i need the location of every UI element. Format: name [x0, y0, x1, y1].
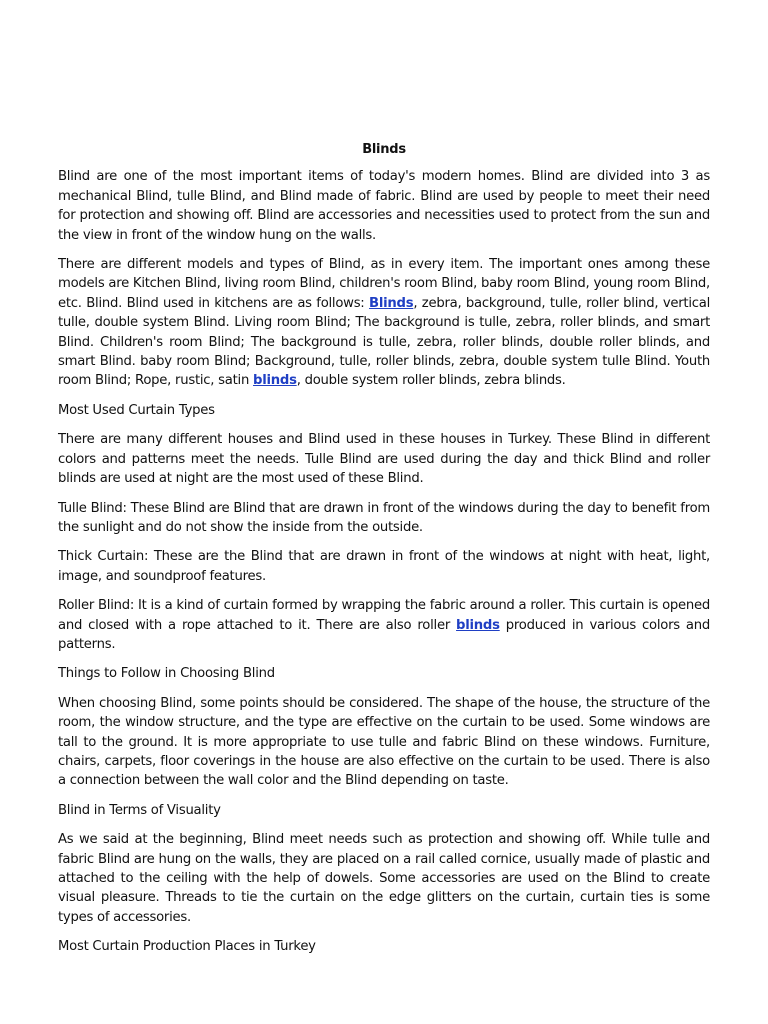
blinds-link-2[interactable]: blinds — [253, 373, 297, 389]
paragraph-roller-blind — [58, 596, 710, 654]
blinds-link-1[interactable]: Blinds — [369, 295, 414, 311]
heading-visuality: Blind in Terms of Visuality — [58, 802, 221, 818]
paragraph-tulle-blind: Tulle Blind: These Blind are Blind that are drawn in front of the windows during the day to benefit from the sunlight and do not show the inside from the outside. — [58, 500, 710, 535]
heading-most-used-types: Most Used Curtain Types — [58, 402, 215, 418]
paragraph-choosing: When choosing Blind, some points should be considered. The shape of the house, the structure of the room, the window structure, and the type are effective on the curtain to be used. Some windows are tall to the ground. It is more appropriate to use tulle and fabric Blind on these windows. Furniture, chairs, carpets, floor coverings in the house are also effective on the curtain to be used. There is also a connection between the wall color and the Blind depending on taste. — [58, 695, 710, 789]
heading-production-places: Most Curtain Production Places in Turkey — [58, 939, 316, 955]
paragraph-models-text-1: There are different models and types of Blind, as in every item. The important ones among these models are Kitchen Blind, living room Blind, children's room Blind, baby room Blind, young room Blind, etc. Blind. Blind used in kitchens are as follows: — [58, 257, 710, 311]
heading-choosing-blind: Things to Follow in Choosing Blind — [58, 666, 275, 682]
paragraph-models-text-3: , double system roller blinds, zebra blinds. — [296, 373, 566, 389]
blinds-link-3[interactable]: blinds — [456, 617, 500, 633]
paragraph-roller-text-2: produced in various colors and patterns. — [58, 617, 710, 652]
paragraph-thick-curtain: Thick Curtain: These are the Blind that are drawn in front of the windows at night with heat, light, image, and soundproof features. — [58, 549, 710, 584]
document-title: Blinds — [362, 142, 406, 157]
paragraph-houses: There are many different houses and Blind used in these houses in Turkey. These Blind in different colors and patterns meet the needs. Tulle Blind are used during the day and thick Blind and roller blinds are used at night are the most used of these Blind. — [58, 432, 710, 487]
paragraph-models — [58, 255, 710, 391]
paragraph-visuality: As we said at the beginning, Blind meet needs such as protection and showing off. While tulle and fabric Blind are hung on the walls, they are placed on a rail called cornice, usually made of plastic and attached to the ceiling with the help of dowels. Some accessories are used on the Blind to create visual pleasure. Threads to tie the curtain on the edge glitters on the curtain, curtain ties is some types of accessories. — [58, 832, 710, 925]
paragraph-roller-text-1: Roller Blind: It is a kind of curtain formed by wrapping the fabric around a roller. This curtain is opened and closed with a rope attached to it. There are also roller — [58, 598, 710, 633]
paragraph-intro: Blind are one of the most important items of today's modern homes. Blind are divided into 3 as mechanical Blind, tulle Blind, and Blind made of fabric. Blind are used by people to meet their need for protection and showing off. Blind are accessories and necessities used to protect from the sun and the view in front of the window hung on the walls. — [58, 169, 710, 243]
document-page — [58, 140, 710, 967]
paragraph-models-text-2: , zebra, background, tulle, roller blind, vertical tulle, double system Blind. Living room Blind; The background is tulle, zebra, roller blinds, and smart Blind. Children's room Blind; The background is tulle, zebra, roller blinds, double roller blinds, and smart Blind. baby room Blind; Background, tulle, roller blinds, zebra, double system tulle Blind. Youth room Blind; Rope, rustic, satin — [58, 295, 711, 389]
